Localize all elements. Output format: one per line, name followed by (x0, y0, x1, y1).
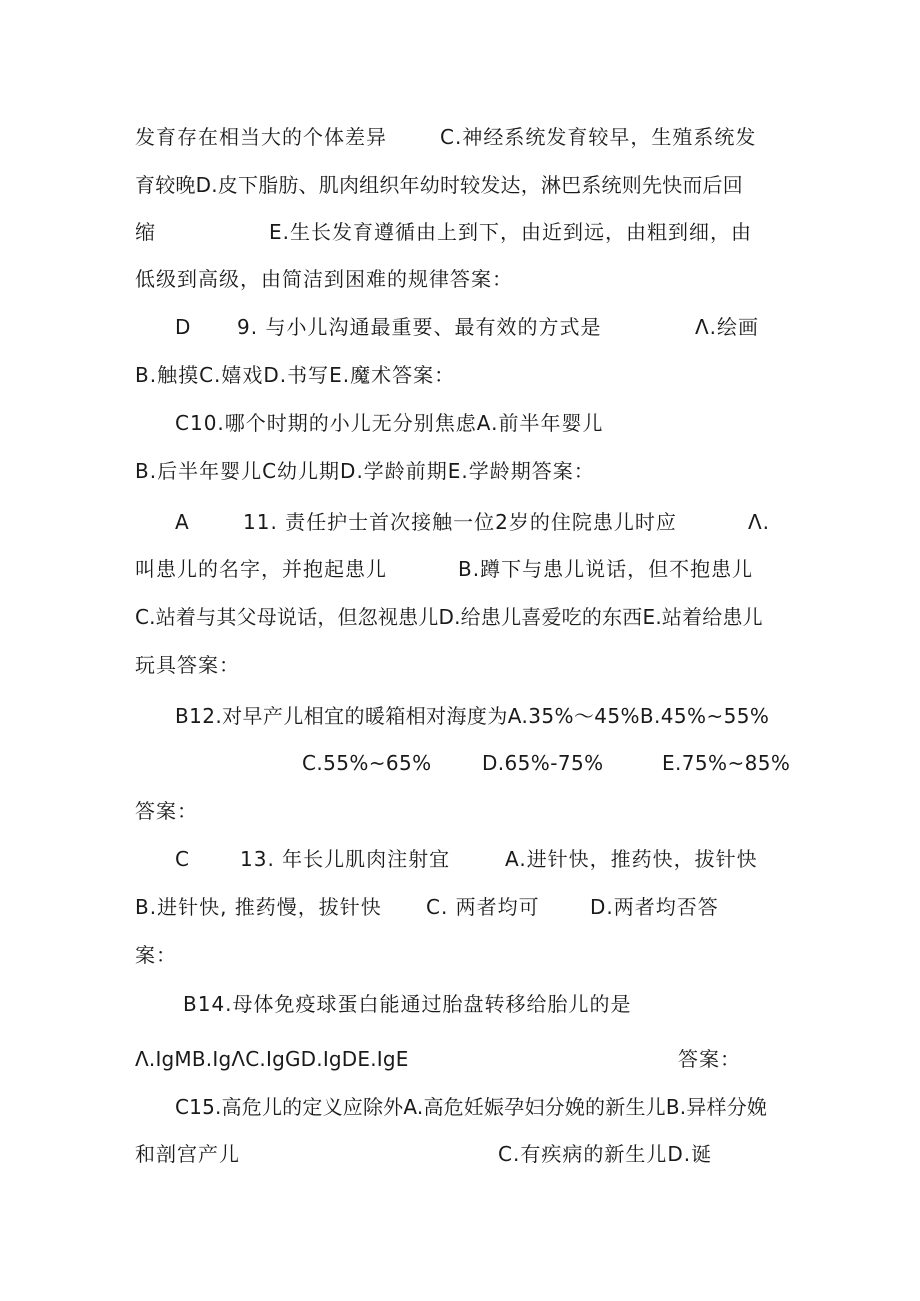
text-line: C.55%~65% (302, 751, 432, 775)
text-line: C (175, 847, 190, 871)
text-line: C15.高危儿的定义应除外A.高危妊娠孕妇分娩的新生儿B.异样分娩 (175, 1095, 768, 1119)
text-line: C.有疾病的新生儿D.诞 (498, 1142, 713, 1166)
text-line: Λ.IgMB.IgΛC.IgGD.IgDE.IgE (135, 1047, 409, 1071)
text-line: Λ. (748, 510, 771, 534)
text-line: 答案： (135, 799, 198, 823)
text-line: 玩具答案： (135, 653, 240, 677)
text-line: C.神经系统发育较早，生殖系统发 (440, 125, 757, 149)
text-line: A.进针快，推药快，拔针快 (505, 847, 758, 871)
text-line: B.后半年婴儿C幼儿期D.学龄前期E.学龄期答案： (135, 459, 595, 483)
text-line: 和剖宫产儿 (135, 1142, 240, 1166)
text-line: Λ.绘画 (695, 315, 760, 339)
text-line: 育较晚D.皮下脂肪、肌肉组织年幼时较发达，淋巴系统则先快而后回 (135, 173, 743, 197)
text-line: 发育存在相当大的个体差异 (135, 125, 387, 149)
text-line: B.触摸C.嬉戏D.书写E.魔术答案： (135, 363, 456, 387)
text-line: C. 两者均可 (426, 895, 540, 919)
text-line: D.65%-75% (482, 751, 604, 775)
text-line: D (175, 315, 192, 339)
text-line: E.75%~85% (662, 751, 791, 775)
text-line: B.进针快, 推药慢，拔针快 (135, 895, 382, 919)
text-line: 11. 责任护士首次接触一位2岁的住院患儿时应 (243, 510, 677, 534)
text-line: 案： (135, 943, 177, 967)
text-line: E.生长发育遵循由上到下，由近到远，由粗到细，由 (269, 220, 752, 244)
text-line: 13. 年长儿肌肉注射宜 (240, 847, 451, 871)
text-line: C10.哪个时期的小儿无分别焦虑A.前半年婴儿 (175, 411, 604, 435)
text-line: 叫患儿的名字，并抱起患儿 (135, 557, 387, 581)
text-line: 低级到高级，由简洁到困难的规律答案： (135, 267, 513, 291)
text-line: B12.对早产儿相宜的暖箱相对海度为A.35%〜45%B.45%~55% (175, 704, 770, 728)
text-line: 缩 (135, 220, 156, 244)
text-line: B.蹲下与患儿说话，但不抱患儿 (458, 557, 754, 581)
text-line: D.两者均否答 (590, 895, 719, 919)
text-line: C.站着与其父母说话，但忽视患儿D.给患儿喜爱吃的东西E.站着给患儿 (135, 605, 763, 629)
text-line: 答案： (678, 1047, 741, 1071)
text-line: B14.母体免疫球蛋白能通过胎盘转移给胎儿的是 (183, 992, 632, 1016)
text-line: A (175, 510, 190, 534)
text-line: 9. 与小儿沟通最重要、最有效的方式是 (237, 315, 602, 339)
